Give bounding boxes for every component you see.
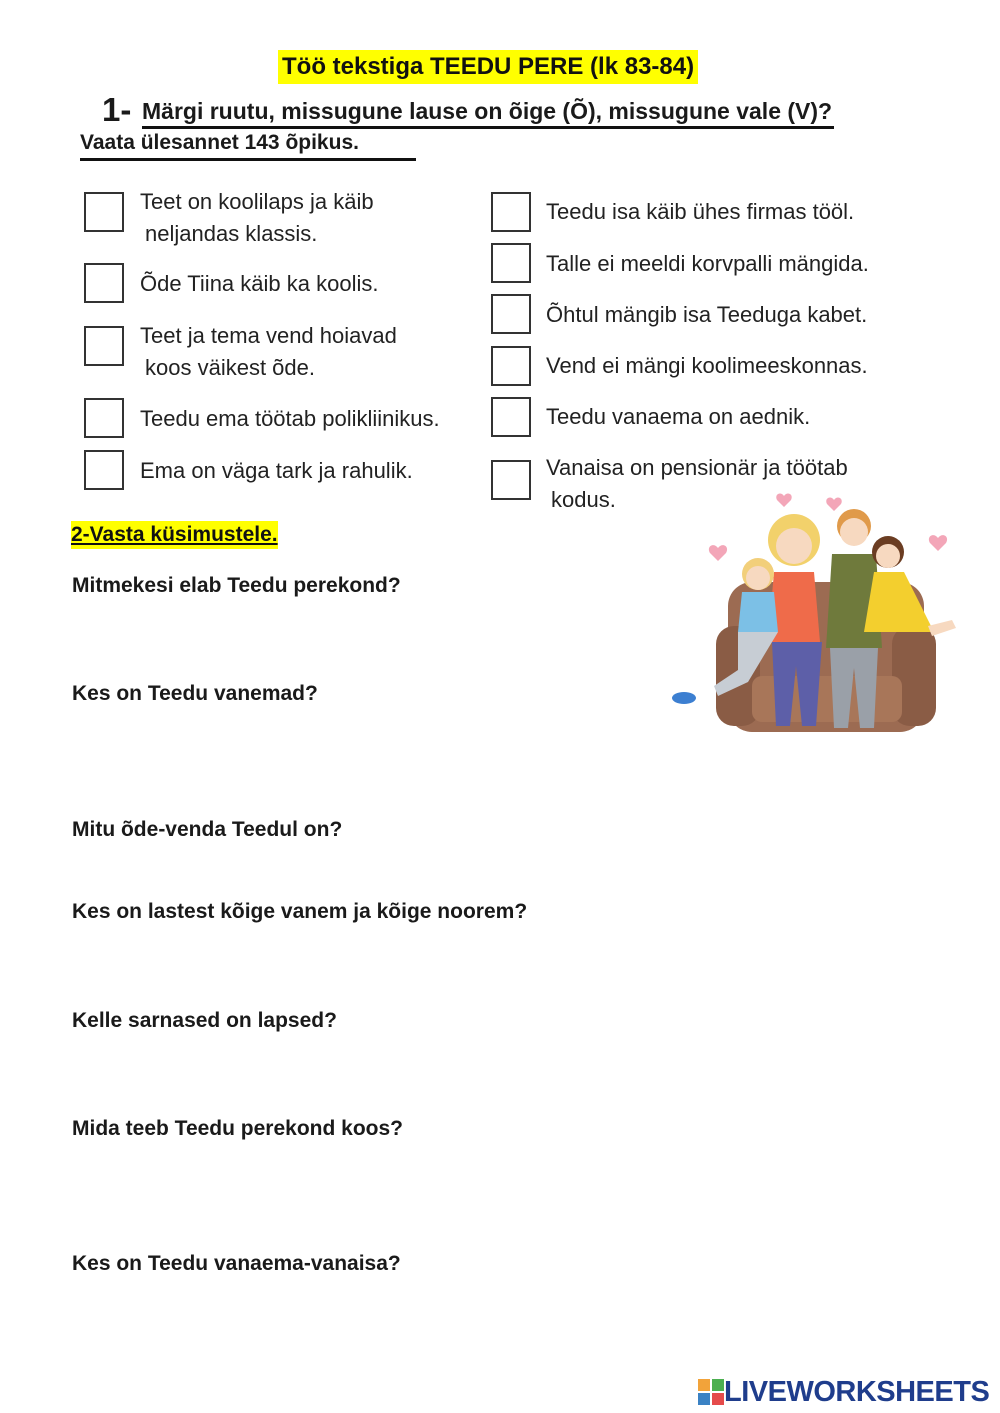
answer-checkbox-right-5[interactable] — [491, 397, 531, 437]
question-5: Kelle sarnased on lapsed? — [72, 1009, 337, 1032]
question-7: Kes on Teedu vanaema-vanaisa? — [72, 1252, 401, 1275]
question-2: Kes on Teedu vanemad? — [72, 682, 318, 705]
statement-left-1: Teet on koolilaps ja käib neljandas klassis. — [140, 189, 374, 246]
statement-right-6: Vanaisa on pensionär ja töötab kodus. — [546, 455, 848, 512]
answer-checkbox-left-2[interactable] — [84, 263, 124, 303]
statement-right-1: Teedu isa käib ühes firmas tööl. — [546, 199, 855, 224]
statement-right-2: Talle ei meeldi korvpalli mängida. — [546, 251, 869, 276]
statement-right-3: Õhtul mängib isa Teeduga kabet. — [546, 302, 868, 327]
statement-right-5: Teedu vanaema on aednik. — [546, 404, 811, 429]
statement-left-2: Õde Tiina käib ka koolis. — [140, 271, 379, 296]
answer-checkbox-left-5[interactable] — [84, 450, 124, 490]
answer-checkbox-right-4[interactable] — [491, 346, 531, 386]
family-on-sofa-illustration — [666, 486, 966, 746]
statement-left-5: Ema on väga tark ja rahulik. — [140, 458, 413, 483]
question-1: Mitmekesi elab Teedu perekond? — [72, 574, 401, 597]
liveworksheets-logo-text: LIVEWORKSHEETS — [724, 1375, 990, 1408]
answer-checkbox-left-1[interactable] — [84, 192, 124, 232]
statement-right-4: Vend ei mängi koolimeeskonnas. — [546, 353, 868, 378]
question-4: Kes on lastest kõige vanem ja kõige noorem? — [72, 900, 528, 923]
question-6: Mida teeb Teedu perekond koos? — [72, 1117, 403, 1140]
exercise-1-number: 1- — [102, 91, 132, 128]
liveworksheets-logo-icon — [698, 1379, 724, 1405]
answer-checkbox-right-6[interactable] — [491, 460, 531, 500]
answer-checkbox-right-2[interactable] — [491, 243, 531, 283]
exercise-1-instruction: Märgi ruutu, missugune lause on õige (Õ), missugune vale (V)? — [142, 96, 834, 129]
statement-left-3: Teet ja tema vend hoiavad koos väikest õde. — [140, 323, 397, 380]
answer-checkbox-right-1[interactable] — [491, 192, 531, 232]
exercise-1-subinstruction: Vaata ülesannet 143 õpikus. — [80, 128, 416, 161]
question-3: Mitu õde-venda Teedul on? — [72, 818, 343, 841]
statement-left-4: Teedu ema töötab polikliinikus. — [140, 406, 440, 431]
answer-checkbox-right-3[interactable] — [491, 294, 531, 334]
answer-checkbox-left-3[interactable] — [84, 326, 124, 366]
answer-checkbox-left-4[interactable] — [84, 398, 124, 438]
worksheet-title: Töö tekstiga TEEDU PERE (lk 83-84) — [278, 50, 698, 84]
liveworksheets-logo — [698, 1376, 989, 1408]
exercise-2-heading: 2-Vasta küsimustele. — [71, 521, 278, 549]
